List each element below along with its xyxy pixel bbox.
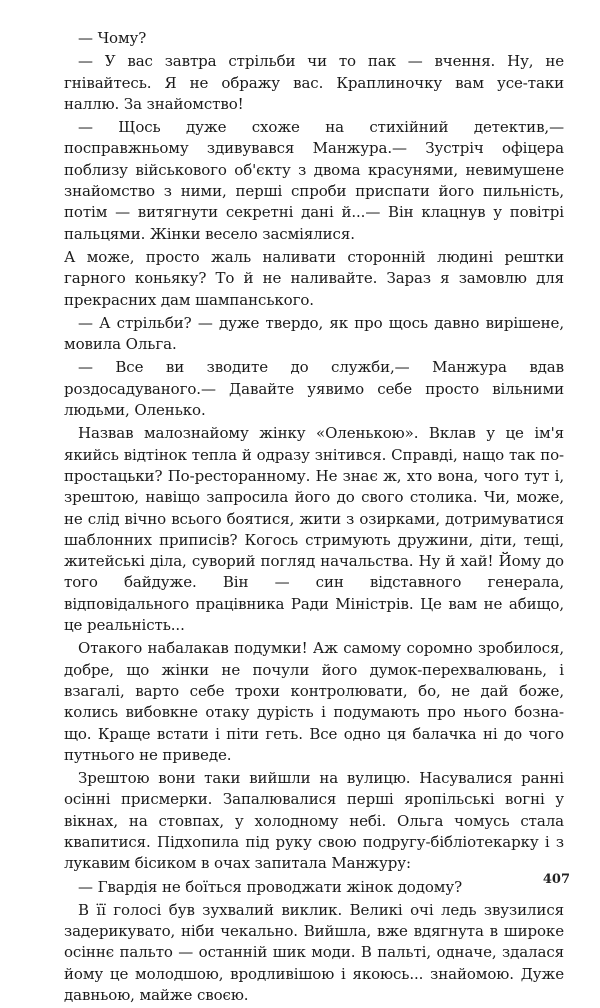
paragraph: Отакого набалакав подумки! Аж самому соромно зробилося, добре, що жінки не почули його думок-перехвалювань, і взагалі, варто себе трохи контролювати, бо, не дай боже, колись вибовкне отаку дурість і подумають про нього бозна-що. Краще встати і піти геть. Все одно ця балачка ні до чого путнього не приведе.	[64, 639, 564, 764]
paragraph: — У вас завтра стрільби чи то пак — вчення. Ну, не гнівайтесь. Я не ображу вас. Краплиночку вам усе-таки наллю. За знайомство!	[64, 52, 564, 113]
paragraph: В її голосі був зухвалий виклик. Великі очі ледь звузилися задерикувато, ніби чекально. Вийшла, вже вдягнута в широке осіннє пальто — останній шик моди. В пальті, одначе, здалася йому це молодшою, вродливішою і якоюсь... знайомою. Дуже давньою, майже своєю.	[64, 900, 564, 1005]
paragraph: — Чому?	[78, 29, 147, 47]
paragraph: — Гвардія не боїться проводжати жінок додому?	[78, 877, 463, 896]
paragraph: — А стрільби? — дуже твердо, як про щось давно вирішене, мовила Ольга.	[64, 313, 564, 354]
paragraph: Назвав малознайому жінку «Оленькою». Вклав у це ім'я якийсь відтінок тепла й одразу знітився. Справді, нащо так по-простацьки? По-ресторанному. Не знає ж, хто вона, чого тут і, зрештою, навіщо запросила його до свого столика. Чи, може, не слід вічно всього боятися, жити з озирками, дотримуватися шаблонних приписів? Когось стримують дружини, діти, тещі, житейські діла, суворий погляд начальства. Ну й хай! Йому до того байдуже. Він — син відставного генерала, відповідального працівника Ради Міністрів. Це вам не абищо, це реальність...	[64, 424, 564, 635]
paragraph: — Все ви зводите до служби,— Манжура вдав роздосадуваного.— Давайте уявимо себе просто вільними людьми, Оленько.	[64, 358, 564, 420]
paragraph: Зрештою вони таки вийшли на вулицю. Насувалися ранні осінні присмерки. Запалювалися перші яропільські вогні у вікнах, на стовпах, у холодному небі. Ольга чомусь стала квапитися. Підхопила під руку свою подругу-бібліотекарку і з лукавим бісиком в очах запитала Манжуру:	[64, 769, 564, 873]
page-body	[64, 28, 564, 1008]
paragraph: А може, просто жаль наливати сторонній людині рештки гарного коньяку? То й не наливайте. Зараз я замовлю для прекрасних дам шампанського.	[64, 247, 564, 309]
paragraph: — Щось дуже схоже на стихійний детектив,— посправжньому здивувався Манжура.— Зустріч офіцера поблизу військового об'єкту з двома красунями, невимушене знайомство з ними, перші спроби приспати його пильність, потім — витягнути секретні дані й...— Він клацнув у повітрі пальцями. Жінки весело засміялися.	[64, 118, 564, 243]
page-number: 407	[542, 872, 570, 887]
